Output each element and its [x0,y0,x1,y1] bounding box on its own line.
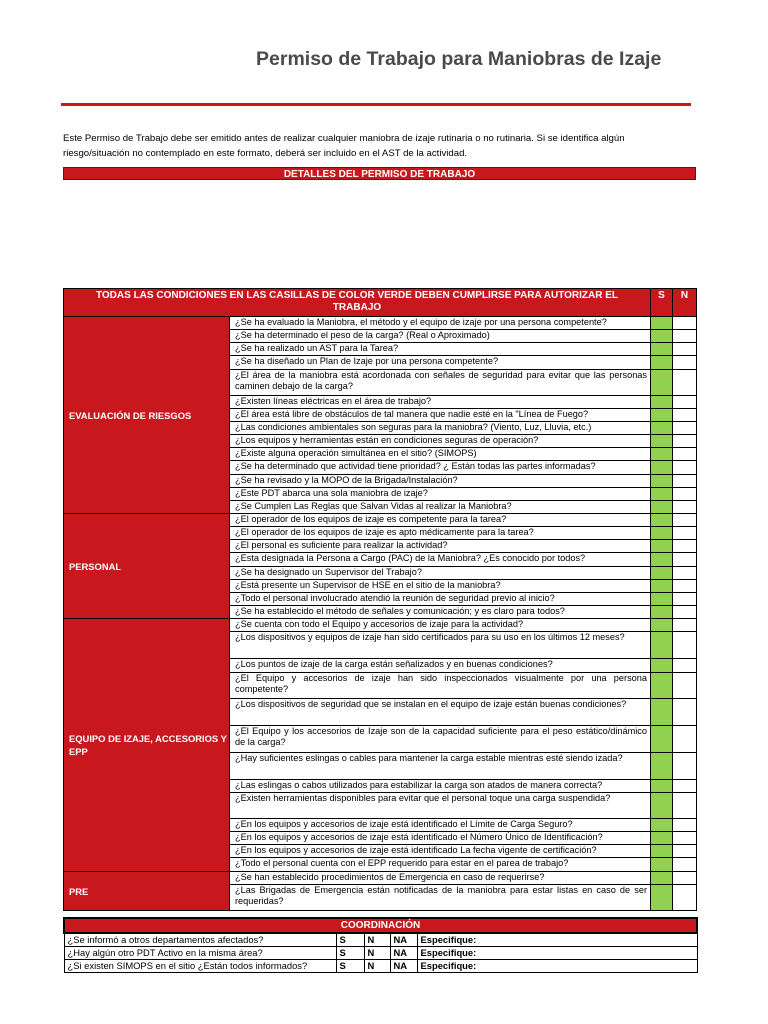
yes-checkbox-cell[interactable] [651,448,673,461]
option-s[interactable]: S [336,960,364,973]
coordination-body [64,918,697,973]
question-cell: ¿Se ha designado un Supervisor del Trabajo? [230,567,651,580]
yes-checkbox-cell[interactable] [651,488,673,501]
option-s[interactable]: S [336,933,364,947]
no-checkbox-cell[interactable] [673,356,697,370]
yes-checkbox-cell[interactable] [651,396,673,409]
coordination-question: ¿Si existen SIMOPS en el sitio ¿Están todos informados? [64,960,336,973]
table-row [64,872,697,885]
option-na[interactable]: NA [390,947,417,960]
yes-checkbox-cell[interactable] [651,872,673,885]
no-checkbox-cell[interactable] [673,527,697,540]
yes-checkbox-cell[interactable] [651,699,673,726]
no-checkbox-cell[interactable] [673,435,697,448]
question-cell: ¿El personal es suficiente para realizar la actividad? [230,540,651,553]
yes-checkbox-cell[interactable] [651,780,673,793]
question-cell: ¿Se ha establecido el método de señales y comunicación; y es claro para todos? [230,606,651,619]
no-checkbox-cell[interactable] [673,330,697,343]
no-checkbox-cell[interactable] [673,567,697,580]
no-checkbox-cell[interactable] [673,501,697,514]
yes-checkbox-cell[interactable] [651,501,673,514]
question-cell: ¿Este PDT abarca una sola maniobra de izaje? [230,488,651,501]
no-checkbox-cell[interactable] [673,317,697,330]
question-cell: ¿En los equipos y accesorios de izaje está identificado el Límite de Carga Seguro? [230,819,651,832]
yes-checkbox-cell[interactable] [651,659,673,673]
no-checkbox-cell[interactable] [673,793,697,819]
no-checkbox-cell[interactable] [673,580,697,593]
yes-checkbox-cell[interactable] [651,422,673,435]
yes-checkbox-cell[interactable] [651,540,673,553]
section-label: PRE [64,872,230,911]
question-cell: ¿Los dispositivos de seguridad que se instalan en el equipo de izaje están buenas condiciones? [230,699,651,726]
yes-checkbox-cell[interactable] [651,632,673,659]
details-section-header: DETALLES DEL PERMISO DE TRABAJO [63,167,696,180]
question-cell: ¿Existe alguna operación simultánea en el sitio? (SIMOPS) [230,448,651,461]
option-s[interactable]: S [336,947,364,960]
question-cell: ¿Se ha realizado un AST para la Tarea? [230,343,651,356]
no-checkbox-cell[interactable] [673,396,697,409]
yes-checkbox-cell[interactable] [651,527,673,540]
question-cell: ¿Existen herramientas disponibles para evitar que el personal toque una carga suspendida? [230,793,651,819]
question-cell: ¿Se ha revisado y la MOPO de la Brigada/Instalación? [230,475,651,488]
question-cell: ¿Existen líneas eléctricas en el área de trabajo? [230,396,651,409]
coordination-row [64,933,697,947]
question-cell: ¿Esta designada la Persona a Cargo (PAC) de la Maniobra? ¿Es conocido por todos? [230,553,651,567]
no-checkbox-cell[interactable] [673,632,697,659]
coordination-question: ¿Se informó a otros departamentos afectados? [64,933,336,947]
yes-checkbox-cell[interactable] [651,726,673,753]
yes-checkbox-cell[interactable] [651,580,673,593]
no-checkbox-cell[interactable] [673,593,697,606]
no-checkbox-cell[interactable] [673,606,697,619]
option-n[interactable]: N [364,960,390,973]
yes-checkbox-cell[interactable] [651,409,673,422]
conditions-body [64,317,697,911]
no-checkbox-cell[interactable] [673,422,697,435]
specify-field[interactable]: Especifique: [417,947,697,960]
yes-checkbox-cell[interactable] [651,356,673,370]
table-row [64,317,697,330]
yes-checkbox-cell[interactable] [651,885,673,911]
yes-checkbox-cell[interactable] [651,753,673,780]
question-cell: ¿Todo el personal involucrado atendió la reunión de seguridad previo al inicio? [230,593,651,606]
question-cell: ¿Las condiciones ambientales son seguras para la maniobra? (Viento, Luz, Lluvia, etc.) [230,422,651,435]
question-cell: ¿Los dispositivos y equipos de izaje han sido certificados para su uso en los últimos 12 meses? [230,632,651,659]
question-cell: ¿Los equipos y herramientas están en condiciones seguras de operación? [230,435,651,448]
no-checkbox-cell[interactable] [673,872,697,885]
no-checkbox-cell[interactable] [673,409,697,422]
option-na[interactable]: NA [390,960,417,973]
question-cell: ¿Se ha evaluado la Maniobra, el método y el equipo de izaje por una persona competente? [230,317,651,330]
question-cell: ¿Las Brigadas de Emergencia están notificadas de la maniobra para estar listas en caso de ser requeridas? [230,885,651,911]
table-row [64,619,697,632]
yes-checkbox-cell[interactable] [651,435,673,448]
yes-checkbox-cell[interactable] [651,832,673,845]
no-checkbox-cell[interactable] [673,343,697,356]
yes-checkbox-cell[interactable] [651,619,673,632]
yes-checkbox-cell[interactable] [651,514,673,527]
question-cell: ¿Se Cumplen Las Reglas que Salvan Vidas al realizar la Maniobra? [230,501,651,514]
question-cell: ¿Se cuenta con todo el Equipo y accesorios de izaje para la actividad? [230,619,651,632]
section-label: EQUIPO DE IZAJE, ACCESORIOS Y EPP [64,619,230,872]
yes-checkbox-cell[interactable] [651,858,673,872]
question-cell: ¿El Equipo y accesorios de izaje han sido inspeccionados visualmente por una persona competente? [230,673,651,699]
no-checkbox-cell[interactable] [673,699,697,726]
coordination-table [63,917,698,973]
no-checkbox-cell[interactable] [673,553,697,567]
no-checkbox-cell[interactable] [673,461,697,475]
yes-checkbox-cell[interactable] [651,819,673,832]
page-title: Permiso de Trabajo para Maniobras de Izaje [256,48,662,70]
no-checkbox-cell[interactable] [673,726,697,753]
specify-field[interactable]: Especifique: [417,960,697,973]
column-n-header: N [673,289,697,317]
section-label: EVALUACIÓN DE RIESGOS [64,317,230,514]
no-checkbox-cell[interactable] [673,488,697,501]
column-s-header: S [651,289,673,317]
yes-checkbox-cell[interactable] [651,606,673,619]
question-cell: ¿El área de la maniobra está acordonada con señales de seguridad para evitar que las personas caminen debajo de la carga? [230,370,651,396]
question-cell: ¿Las eslingas o cabos utilizados para estabilizar la carga son atados de manera correcta? [230,780,651,793]
title-divider [61,103,691,106]
option-na[interactable]: NA [390,933,417,947]
question-cell: ¿Los puntos de izaje de la carga están señalizados y en buenas condiciones? [230,659,651,673]
table-row [64,514,697,527]
no-checkbox-cell[interactable] [673,448,697,461]
yes-checkbox-cell[interactable] [651,475,673,488]
question-cell: ¿En los equipos y accesorios de izaje está identificado el Número Único de Identificación? [230,832,651,845]
coordination-header: COORDINACIÓN [64,918,697,933]
no-checkbox-cell[interactable] [673,659,697,673]
no-checkbox-cell[interactable] [673,858,697,872]
no-checkbox-cell[interactable] [673,370,697,396]
question-cell: ¿El área está libre de obstáculos de tal manera que nadie esté en la "Línea de Fuego? [230,409,651,422]
question-cell: ¿El Equipo y los accesorios de Izaje son de la capacidad suficiente para el peso estático/dinámico de la carga? [230,726,651,753]
question-cell: ¿Se ha diseñado un Plan de Izaje por una persona competente? [230,356,651,370]
no-checkbox-cell[interactable] [673,832,697,845]
no-checkbox-cell[interactable] [673,819,697,832]
question-cell: ¿Se han establecido procedimientos de Emergencia en caso de requerirse? [230,872,651,885]
yes-checkbox-cell[interactable] [651,567,673,580]
yes-checkbox-cell[interactable] [651,461,673,475]
option-n[interactable]: N [364,933,390,947]
yes-checkbox-cell[interactable] [651,673,673,699]
no-checkbox-cell[interactable] [673,673,697,699]
question-cell: ¿En los equipos y accesorios de izaje está identificado La fecha vigente de certificación? [230,845,651,858]
yes-checkbox-cell[interactable] [651,845,673,858]
no-checkbox-cell[interactable] [673,514,697,527]
no-checkbox-cell[interactable] [673,845,697,858]
question-cell: ¿El operador de los equipos de izaje es competente para la tarea? [230,514,651,527]
yes-checkbox-cell[interactable] [651,330,673,343]
no-checkbox-cell[interactable] [673,475,697,488]
no-checkbox-cell[interactable] [673,753,697,780]
coordination-question: ¿Hay algún otro PDT Activo en la misma área? [64,947,336,960]
section-label: PERSONAL [64,514,230,619]
question-cell: ¿Se ha determinado el peso de la carga? (Real o Aproximado) [230,330,651,343]
no-checkbox-cell[interactable] [673,540,697,553]
yes-checkbox-cell[interactable] [651,370,673,396]
question-cell: ¿El operador de los equipos de izaje es apto médicamente para la tarea? [230,527,651,540]
question-cell: ¿Se ha determinado que actividad tiene prioridad? ¿ Están todas las partes informadas? [230,461,651,475]
no-checkbox-cell[interactable] [673,619,697,632]
conditions-table [63,288,697,911]
no-checkbox-cell[interactable] [673,780,697,793]
yes-checkbox-cell[interactable] [651,317,673,330]
option-n[interactable]: N [364,947,390,960]
yes-checkbox-cell[interactable] [651,553,673,567]
coordination-row [64,960,697,973]
conditions-header: TODAS LAS CONDICIONES EN LAS CASILLAS DE COLOR VERDE DEBEN CUMPLIRSE PARA AUTORIZAR EL TRABAJO [64,289,651,317]
specify-field[interactable]: Especifique: [417,933,697,947]
coordination-row [64,947,697,960]
yes-checkbox-cell[interactable] [651,793,673,819]
question-cell: ¿Todo el personal cuenta con el EPP requerido para estar en el parea de trabajo? [230,858,651,872]
no-checkbox-cell[interactable] [673,885,697,911]
intro-text: Este Permiso de Trabajo debe ser emitido antes de realizar cualquier maniobra de izaje rutinaria o no rutinaria. Si se identifica algún riesgo/situación no contemplado en este formato, deberá ser incluido en el AST de la actividad. [63,133,625,159]
yes-checkbox-cell[interactable] [651,593,673,606]
question-cell: ¿Hay suficientes eslingas o cables para mantener la carga estable mientras esté siendo izada? [230,753,651,780]
yes-checkbox-cell[interactable] [651,343,673,356]
question-cell: ¿Está presente un Supervisor de HSE en el sitio de la maniobra? [230,580,651,593]
